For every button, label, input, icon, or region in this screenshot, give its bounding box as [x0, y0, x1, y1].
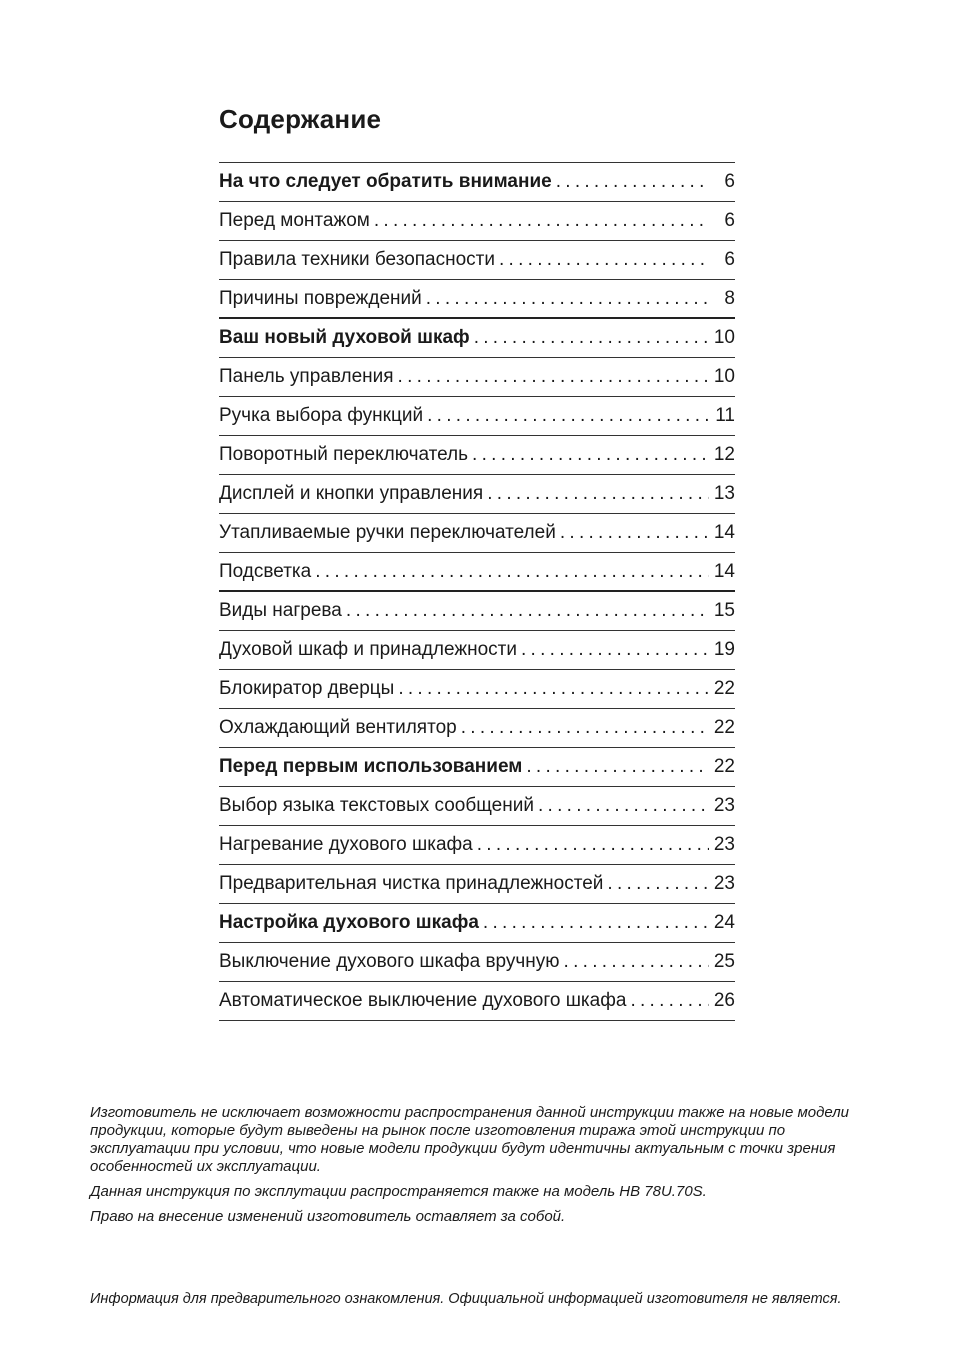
toc-entry[interactable] [219, 826, 735, 865]
toc-entry-page: 23 [713, 795, 735, 816]
toc-entry[interactable] [219, 436, 735, 475]
toc-entry-page: 15 [713, 600, 735, 621]
toc-entry-label: Правила техники безопасности [219, 249, 495, 270]
toc-entry-label: Предварительная чистка принадлежностей [219, 873, 604, 894]
toc-entry[interactable] [219, 319, 735, 358]
toc-entry-label: Причины повреждений [219, 287, 422, 309]
toc-entry-page: 14 [713, 560, 735, 582]
toc-leader-dots [374, 210, 709, 232]
toc-entry[interactable] [219, 865, 735, 904]
toc-entry-label: Автоматическое выключение духового шкафа [219, 990, 627, 1011]
toc-entry[interactable] [219, 943, 735, 982]
toc-entry[interactable] [219, 748, 735, 787]
toc-entry-label: Ручка выбора функций [219, 405, 424, 426]
toc-entry-page: 26 [713, 990, 735, 1011]
toc-leader-dots [538, 795, 709, 817]
manufacturer-notice [90, 1104, 870, 1233]
toc-entry[interactable] [219, 475, 735, 514]
toc-leader-dots [499, 249, 709, 271]
toc-entry-page: 6 [724, 249, 735, 270]
toc-entry[interactable] [219, 787, 735, 826]
page-title: Содержание [219, 104, 382, 134]
toc-entry[interactable] [219, 631, 735, 670]
toc-entry-page: 10 [713, 366, 735, 387]
toc-leader-dots [560, 522, 709, 544]
toc-entry-label: Охлаждающий вентилятор [219, 717, 457, 738]
toc-entry[interactable] [219, 241, 735, 280]
toc-leader-dots [346, 600, 709, 622]
toc-entry[interactable] [219, 904, 735, 943]
toc-leader-dots [472, 444, 709, 466]
toc-entry-label: Выключение духового шкафа вручную [219, 951, 560, 972]
toc-leader-dots [461, 717, 709, 739]
toc-entry-page: 11 [715, 405, 735, 426]
toc-entry[interactable] [219, 397, 735, 436]
toc-entry[interactable] [219, 358, 735, 397]
toc-entry-page: 22 [713, 756, 735, 777]
toc-entry-page: 19 [713, 639, 735, 660]
toc-leader-dots [607, 873, 709, 895]
toc-leader-dots [315, 561, 709, 583]
toc-entry[interactable] [219, 163, 735, 202]
toc-entry-label: Виды нагрева [219, 600, 342, 621]
toc-leader-dots [556, 171, 709, 193]
toc-entry-page: 23 [713, 873, 735, 894]
toc-entry-label: Перед первым использованием [219, 756, 523, 777]
toc-entry-label: Подсветка [219, 560, 312, 582]
toc-entry[interactable] [219, 280, 735, 319]
toc-entry-page: 8 [724, 287, 735, 309]
toc-leader-dots [487, 483, 709, 505]
toc-entry-page: 6 [724, 171, 735, 192]
toc-leader-dots [477, 834, 709, 856]
toc-entry-label: Духовой шкаф и принадлежности [219, 639, 517, 660]
notice-paragraph: Данная инструкция по эксплутации распространяется также на модель HB 78U.70S. [90, 1183, 707, 1200]
toc-leader-dots [526, 756, 709, 778]
toc-leader-dots [398, 366, 709, 388]
toc-entry-label: Перед монтажом [219, 210, 370, 231]
toc-leader-dots [427, 405, 709, 427]
toc-entry-label: Поворотный переключатель [219, 444, 469, 465]
toc-entry[interactable] [219, 982, 735, 1021]
toc-entry-page: 22 [713, 717, 735, 738]
toc-leader-dots [483, 912, 709, 934]
notice-paragraph: Право на внесение изменений изготовитель оставляет за собой. [90, 1208, 566, 1225]
toc-entry-label: Настройка духового шкафа [219, 912, 479, 933]
toc-entry[interactable] [219, 514, 735, 553]
toc-entry-page: 10 [713, 327, 735, 348]
toc-leader-dots [398, 678, 709, 700]
toc-entry[interactable] [219, 202, 735, 241]
toc-entry[interactable] [219, 709, 735, 748]
toc-entry-label: Выбор языка текстовых сообщений [219, 795, 534, 816]
toc-entry-label: Блокиратор дверцы [219, 678, 395, 699]
toc-entry[interactable] [219, 592, 735, 631]
notice-paragraph: Изготовитель не исключает возможности распространения данной инструкции также на новые модели продукции, которые будут выведены на рынок после изготовления тиража этой инструкции по эксплуатации при условии, что новые модели продукции будут идентичны актуальным с точки зрения особенностей их эксплуатации. [90, 1104, 850, 1175]
toc-entry-label: Нагревание духового шкафа [219, 834, 473, 855]
toc-entry-page: 23 [713, 834, 735, 855]
toc-entry[interactable] [219, 553, 735, 592]
toc-entry-page: 13 [713, 483, 735, 504]
toc-entry-page: 24 [713, 912, 735, 933]
table-of-contents [219, 162, 735, 1021]
toc-entry-page: 25 [713, 951, 735, 972]
toc-leader-dots [474, 327, 709, 349]
toc-entry-label: Панель управления [219, 366, 394, 387]
footer-disclaimer: Информация для предварительного ознакомления. Официальной информацией изготовителя не является. [90, 1291, 842, 1307]
toc-entry-label: На что следует обратить внимание [219, 171, 552, 192]
toc-leader-dots [426, 288, 709, 310]
toc-entry-page: 22 [713, 678, 735, 699]
toc-entry-label: Ваш новый духовой шкаф [219, 327, 470, 348]
toc-entry-page: 12 [713, 444, 735, 465]
toc-entry-label: Дисплей и кнопки управления [219, 483, 484, 504]
toc-entry-label: Утапливаемые ручки переключателей [219, 522, 556, 543]
toc-leader-dots [521, 639, 709, 661]
toc-entry-page: 14 [713, 522, 735, 543]
toc-leader-dots [564, 951, 709, 973]
toc-leader-dots [630, 990, 709, 1012]
toc-entry-page: 6 [724, 210, 735, 231]
toc-entry[interactable] [219, 670, 735, 709]
